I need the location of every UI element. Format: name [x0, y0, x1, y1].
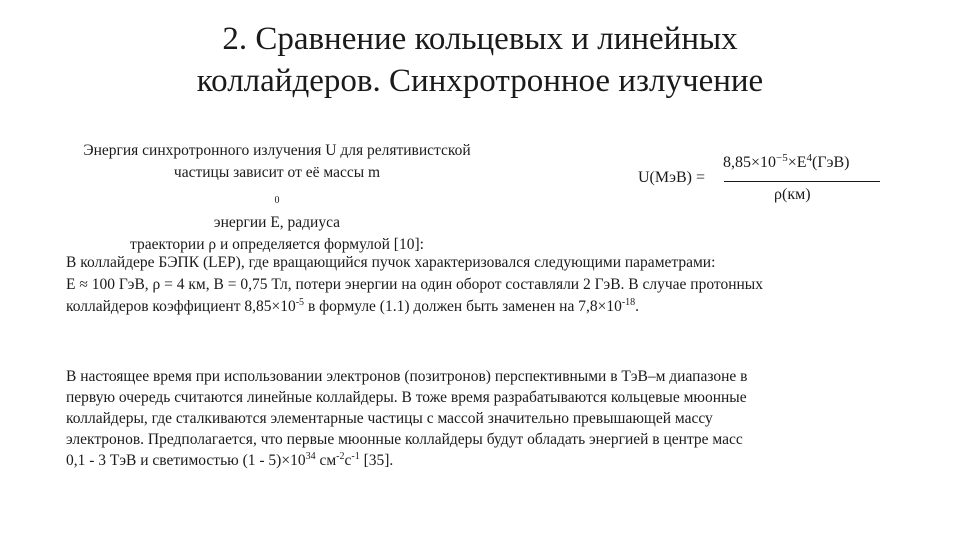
formula-power: 4 — [806, 152, 813, 164]
intro-paragraph — [40, 140, 514, 256]
formula-denominator: ρ(км) — [774, 186, 811, 203]
mass-subscript: 0 — [274, 195, 280, 207]
muon-paragraph — [66, 366, 896, 471]
formula-lhs: U(МэВ) = — [638, 169, 705, 186]
muon-line-2: первую очередь считаются линейные коллайдеры. В тоже время разрабатываются кольцевые мюонные — [66, 389, 747, 406]
lep-line-3-a: коллайдеров коэффициент 8,85×10 — [66, 298, 296, 315]
lep-line-3-b: в формуле (1.1) должен быть заменен на 7,8×10 — [304, 298, 622, 315]
muon-line-5 — [66, 450, 896, 471]
formula-unit: (ГэВ) — [812, 154, 850, 171]
fraction-bar — [724, 181, 880, 182]
muon-line-5-b: см — [315, 452, 337, 469]
formula-numerator — [723, 152, 850, 172]
muon-exp-3: -1 — [351, 451, 360, 462]
intro-line-2-tail: энергии E, радиуса — [213, 214, 341, 232]
title-line-2: коллайдеров. Синхротронное излучение — [196, 63, 764, 99]
lep-exp-2: -18 — [621, 297, 636, 308]
intro-line-1: Энергия синхротронного излучения U для релятивистской — [83, 142, 471, 159]
muon-exp-1: 34 — [305, 451, 316, 462]
lep-exp-1: -5 — [295, 297, 305, 308]
muon-line-5-c: c — [344, 452, 352, 469]
formula-energy: ×E — [787, 154, 807, 171]
page-title — [60, 18, 900, 102]
muon-line-4: электронов. Предполагается, что первые мюонные коллайдеры будут обладать энергией в центре масс — [66, 431, 743, 448]
muon-exp-2: -2 — [336, 451, 345, 462]
intro-line-3: траектории ρ и определяется формулой [10]: — [130, 236, 424, 254]
muon-line-5-d: [35]. — [359, 452, 394, 469]
lep-line-2: E ≈ 100 ГэВ, ρ = 4 км, B = 0,75 Тл, потери энергии на один оборот составляли 2 ГэВ. В случае протонных — [66, 276, 763, 293]
intro-line-2 — [40, 162, 514, 234]
synchrotron-formula — [638, 148, 888, 210]
lep-line-1: В коллайдере БЭПК (LEP), где вращающийся пучок характеризовался следующими параметрами: — [66, 254, 716, 271]
title-line-1: 2. Сравнение кольцевых и линейных — [222, 21, 738, 57]
muon-line-5-a: 0,1 - 3 ТэВ и светимостью (1 - 5)×10 — [66, 452, 306, 469]
muon-line-3: коллайдеры, где сталкиваются элементарные частицы с массой значительно превышающей массу — [66, 410, 713, 427]
formula-exp: −5 — [776, 152, 788, 164]
muon-line-1: В настоящее время при использовании электронов (позитронов) перспективными в ТэВ–м диапазоне в — [66, 368, 748, 385]
lep-line-3-c: . — [635, 298, 640, 315]
lep-paragraph — [66, 252, 896, 318]
lep-line-3 — [66, 296, 896, 318]
formula-coef: 8,85×10 — [723, 154, 777, 171]
intro-line-2-text: частицы зависит от её массы m — [173, 164, 381, 181]
